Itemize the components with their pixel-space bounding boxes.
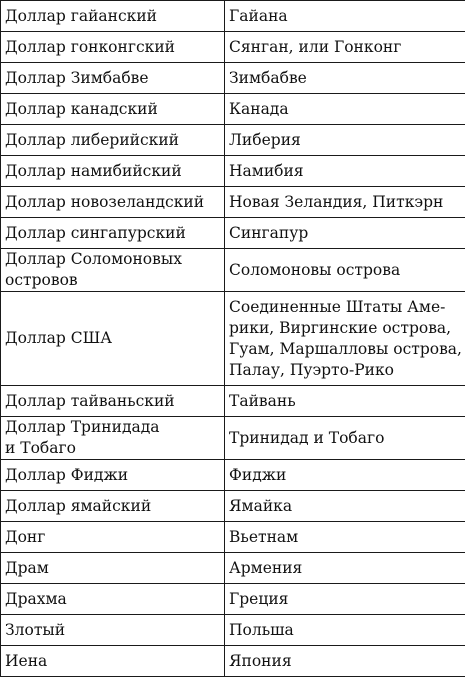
currency-name-line: Доллар Соломоновых: [5, 250, 182, 268]
table-row: [1, 553, 465, 584]
currency-cell: [1, 218, 225, 249]
country-cell: [225, 63, 465, 94]
table-row: [1, 584, 465, 615]
country-cell: [225, 218, 465, 249]
country-name: Либерия: [229, 130, 301, 149]
currency-cell: [1, 32, 225, 63]
country-name: Армения: [229, 558, 303, 577]
currency-cell: [1, 386, 225, 417]
currency-cell: [1, 94, 225, 125]
table-row: [1, 94, 465, 125]
currency-cell: [1, 249, 225, 292]
country-name: Новая Зеландия, Питкэрн: [229, 192, 444, 211]
country-name-line: Соединенные Штаты Аме-: [229, 297, 446, 316]
country-name-line: Палау, Пуэрто-Рико: [229, 360, 394, 379]
currency-name: Иена: [5, 651, 48, 670]
currency-name-line: и Тобаго: [5, 439, 76, 457]
country-cell: [225, 249, 465, 292]
table-row: [1, 32, 465, 63]
table-row: [1, 646, 465, 677]
currency-name: Доллар новозеландский: [5, 192, 205, 211]
country-cell: [225, 522, 465, 553]
currency-name: Доллар США: [5, 329, 113, 347]
country-cell: [225, 156, 465, 187]
country-cell: [225, 32, 465, 63]
table-row: [1, 522, 465, 553]
country-name: Польша: [229, 620, 294, 639]
country-name: Зимбабве: [229, 68, 307, 87]
country-name: Канада: [229, 99, 289, 118]
country-cell: [225, 615, 465, 646]
currency-cell: [1, 1, 225, 32]
currency-cell: [1, 491, 225, 522]
country-name-line: Гуам, Маршалловы острова,: [229, 339, 462, 358]
table-row: [1, 63, 465, 94]
country-cell: [225, 417, 465, 460]
table-row: [1, 386, 465, 417]
currency-name: Доллар Фиджи: [5, 465, 129, 484]
table-body: [1, 1, 465, 677]
country-name: Тринидад и Тобаго: [229, 428, 385, 447]
table-row: [1, 292, 465, 386]
currency-cell: [1, 615, 225, 646]
currency-name: Доллар тайваньский: [5, 391, 175, 410]
currency-name-line: островов: [5, 271, 78, 289]
country-cell: [225, 1, 465, 32]
table-row: [1, 491, 465, 522]
currency-name: Доллар Зимбабве: [5, 68, 149, 87]
country-cell: [225, 491, 465, 522]
country-name: Вьетнам: [229, 527, 299, 546]
currency-name: Доллар ямайский: [5, 496, 152, 515]
currency-name: Доллар гайанский: [5, 6, 158, 25]
currency-name: Доллар гонконгский: [5, 37, 176, 56]
table-row: [1, 417, 465, 460]
country-cell: [225, 386, 465, 417]
country-cell: [225, 187, 465, 218]
currency-cell: [1, 156, 225, 187]
currency-cell: [1, 522, 225, 553]
currency-cell: [1, 646, 225, 677]
currency-cell: [1, 187, 225, 218]
country-name: Греция: [229, 589, 289, 608]
currency-name: Драм: [5, 558, 49, 577]
country-name: Фиджи: [229, 465, 287, 484]
table-row: [1, 1, 465, 32]
table-row: [1, 218, 465, 249]
table-row: [1, 615, 465, 646]
currency-cell: [1, 553, 225, 584]
table-row: [1, 460, 465, 491]
currency-name: Драхма: [5, 589, 67, 608]
currency-cell: [1, 584, 225, 615]
country-name: Тайвань: [229, 391, 296, 410]
country-name: Ямайка: [229, 496, 293, 515]
country-cell: [225, 292, 465, 386]
country-name: Соломоновы острова: [229, 260, 401, 279]
currency-name: Доллар намибийский: [5, 161, 182, 180]
currency-cell: [1, 417, 225, 460]
currency-name: Доллар либерийский: [5, 130, 180, 149]
country-cell: [225, 125, 465, 156]
currency-cell: [1, 63, 225, 94]
currency-cell: [1, 292, 225, 386]
country-name: Сянган, или Гонконг: [229, 37, 402, 56]
currency-name: Донг: [5, 527, 46, 546]
table-row: [1, 187, 465, 218]
currency-name: Доллар сингапурский: [5, 223, 186, 242]
currency-cell: [1, 125, 225, 156]
country-name: Гайана: [229, 6, 288, 25]
table-row: [1, 249, 465, 292]
country-cell: [225, 584, 465, 615]
country-cell: [225, 646, 465, 677]
currency-cell: [1, 460, 225, 491]
currency-name: Доллар канадский: [5, 99, 158, 118]
currency-name-line: Доллар Тринидада: [5, 418, 160, 436]
country-name-line: рики, Виргинские острова,: [229, 318, 452, 337]
table-row: [1, 156, 465, 187]
table-row: [1, 125, 465, 156]
country-name: Намибия: [229, 161, 304, 180]
country-cell: [225, 460, 465, 491]
country-cell: [225, 94, 465, 125]
country-name: Япония: [229, 651, 292, 670]
country-name: Сингапур: [229, 223, 309, 242]
currency-name: Злотый: [5, 620, 66, 639]
country-cell: [225, 553, 465, 584]
